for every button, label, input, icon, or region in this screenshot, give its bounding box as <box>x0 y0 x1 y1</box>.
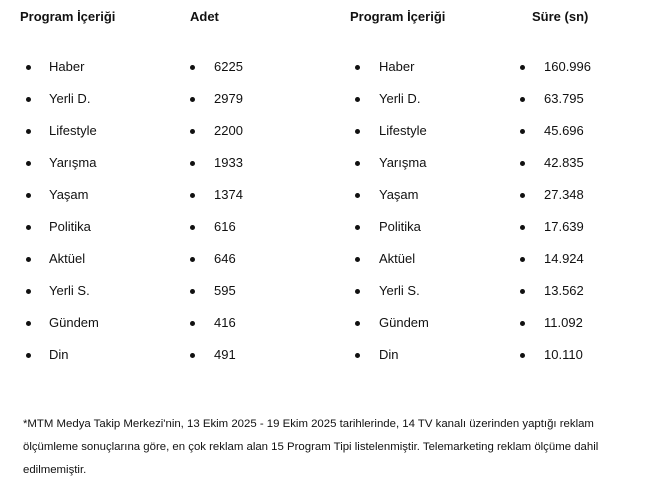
footnote: *MTM Medya Takip Merkezi'nin, 13 Ekim 2025 - 19 Ekim 2025 tarihlerinde, 14 TV kanalı üzerinden yaptığı reklam ölçümleme sonuçlarına göre, en çok reklam alan 15 Program Tipi listelenmiştir. Telemarketing reklam ölçüme dahil edilmemiştir. <box>23 418 599 476</box>
bullet-icon <box>520 193 525 198</box>
bullet-icon <box>355 97 360 102</box>
bullet-icon <box>26 289 31 294</box>
bullet-icon <box>26 321 31 326</box>
bullet-icon <box>190 65 195 70</box>
program-name: Haber <box>379 59 415 74</box>
bullet-icon <box>26 65 31 70</box>
bullet-icon <box>190 161 195 166</box>
program-name: Yarışma <box>379 155 427 170</box>
duration-value: 11.092 <box>544 315 583 330</box>
program-name: Yerli S. <box>49 283 90 298</box>
program-name: Yerli D. <box>49 91 91 106</box>
bullet-icon <box>26 193 31 198</box>
bullet-icon <box>520 129 525 134</box>
header-program-count: Program İçeriği <box>20 9 116 24</box>
bullet-icon <box>355 225 360 230</box>
duration-value: 42.835 <box>544 155 584 170</box>
bullet-icon <box>355 193 360 198</box>
bullet-icon <box>26 225 31 230</box>
bullet-icon <box>520 353 525 358</box>
count-value: 1374 <box>214 187 243 202</box>
duration-value: 160.996 <box>544 59 591 74</box>
count-value: 1933 <box>214 155 243 170</box>
duration-value: 13.562 <box>544 283 584 298</box>
bullet-icon <box>190 129 195 134</box>
bullet-icon <box>26 353 31 358</box>
duration-value: 10.110 <box>544 347 583 362</box>
bullet-icon <box>355 289 360 294</box>
bullet-icon <box>520 97 525 102</box>
program-name: Politika <box>49 219 91 234</box>
bullet-icon <box>520 321 525 326</box>
count-value: 2979 <box>214 91 243 106</box>
bullet-icon <box>355 65 360 70</box>
bullet-icon <box>520 65 525 70</box>
duration-value: 14.924 <box>544 251 584 266</box>
count-value: 595 <box>214 283 236 298</box>
bullet-icon <box>355 161 360 166</box>
header-program-duration: Program İçeriği <box>350 9 446 24</box>
bullet-icon <box>190 257 195 262</box>
bullet-icon <box>190 97 195 102</box>
duration-value: 17.639 <box>544 219 584 234</box>
bullet-icon <box>190 289 195 294</box>
bullet-icon <box>190 321 195 326</box>
header-count: Adet <box>190 9 219 24</box>
program-name: Haber <box>49 59 85 74</box>
program-name: Yerli S. <box>379 283 420 298</box>
header-duration: Süre (sn) <box>532 9 589 24</box>
duration-value: 63.795 <box>544 91 584 106</box>
bullet-icon <box>520 257 525 262</box>
bullet-icon <box>190 193 195 198</box>
count-value: 2200 <box>214 123 243 138</box>
bullet-icon <box>26 97 31 102</box>
program-name: Aktüel <box>49 251 86 266</box>
program-name: Din <box>379 347 399 362</box>
count-value: 616 <box>214 219 236 234</box>
count-value: 491 <box>214 347 236 362</box>
bullet-icon <box>520 289 525 294</box>
program-name: Gündem <box>379 315 429 330</box>
bullet-icon <box>520 225 525 230</box>
bullet-icon <box>26 129 31 134</box>
bullet-icon <box>355 257 360 262</box>
duration-value: 27.348 <box>544 187 584 202</box>
program-name: Lifestyle <box>379 123 427 138</box>
duration-value: 45.696 <box>544 123 584 138</box>
bullet-icon <box>520 161 525 166</box>
program-name: Politika <box>379 219 421 234</box>
bullet-icon <box>26 161 31 166</box>
program-name: Lifestyle <box>49 123 97 138</box>
program-name: Gündem <box>49 315 99 330</box>
program-name: Yaşam <box>49 187 89 202</box>
count-value: 416 <box>214 315 236 330</box>
bullet-icon <box>355 353 360 358</box>
count-value: 6225 <box>214 59 243 74</box>
bullet-icon <box>190 225 195 230</box>
bullet-icon <box>26 257 31 262</box>
program-name: Din <box>49 347 69 362</box>
program-name: Yerli D. <box>379 91 421 106</box>
bullet-icon <box>190 353 195 358</box>
count-value: 646 <box>214 251 236 266</box>
program-name: Yaşam <box>379 187 419 202</box>
bullet-icon <box>355 321 360 326</box>
program-name: Aktüel <box>379 251 416 266</box>
program-name: Yarışma <box>49 155 97 170</box>
bullet-icon <box>355 129 360 134</box>
